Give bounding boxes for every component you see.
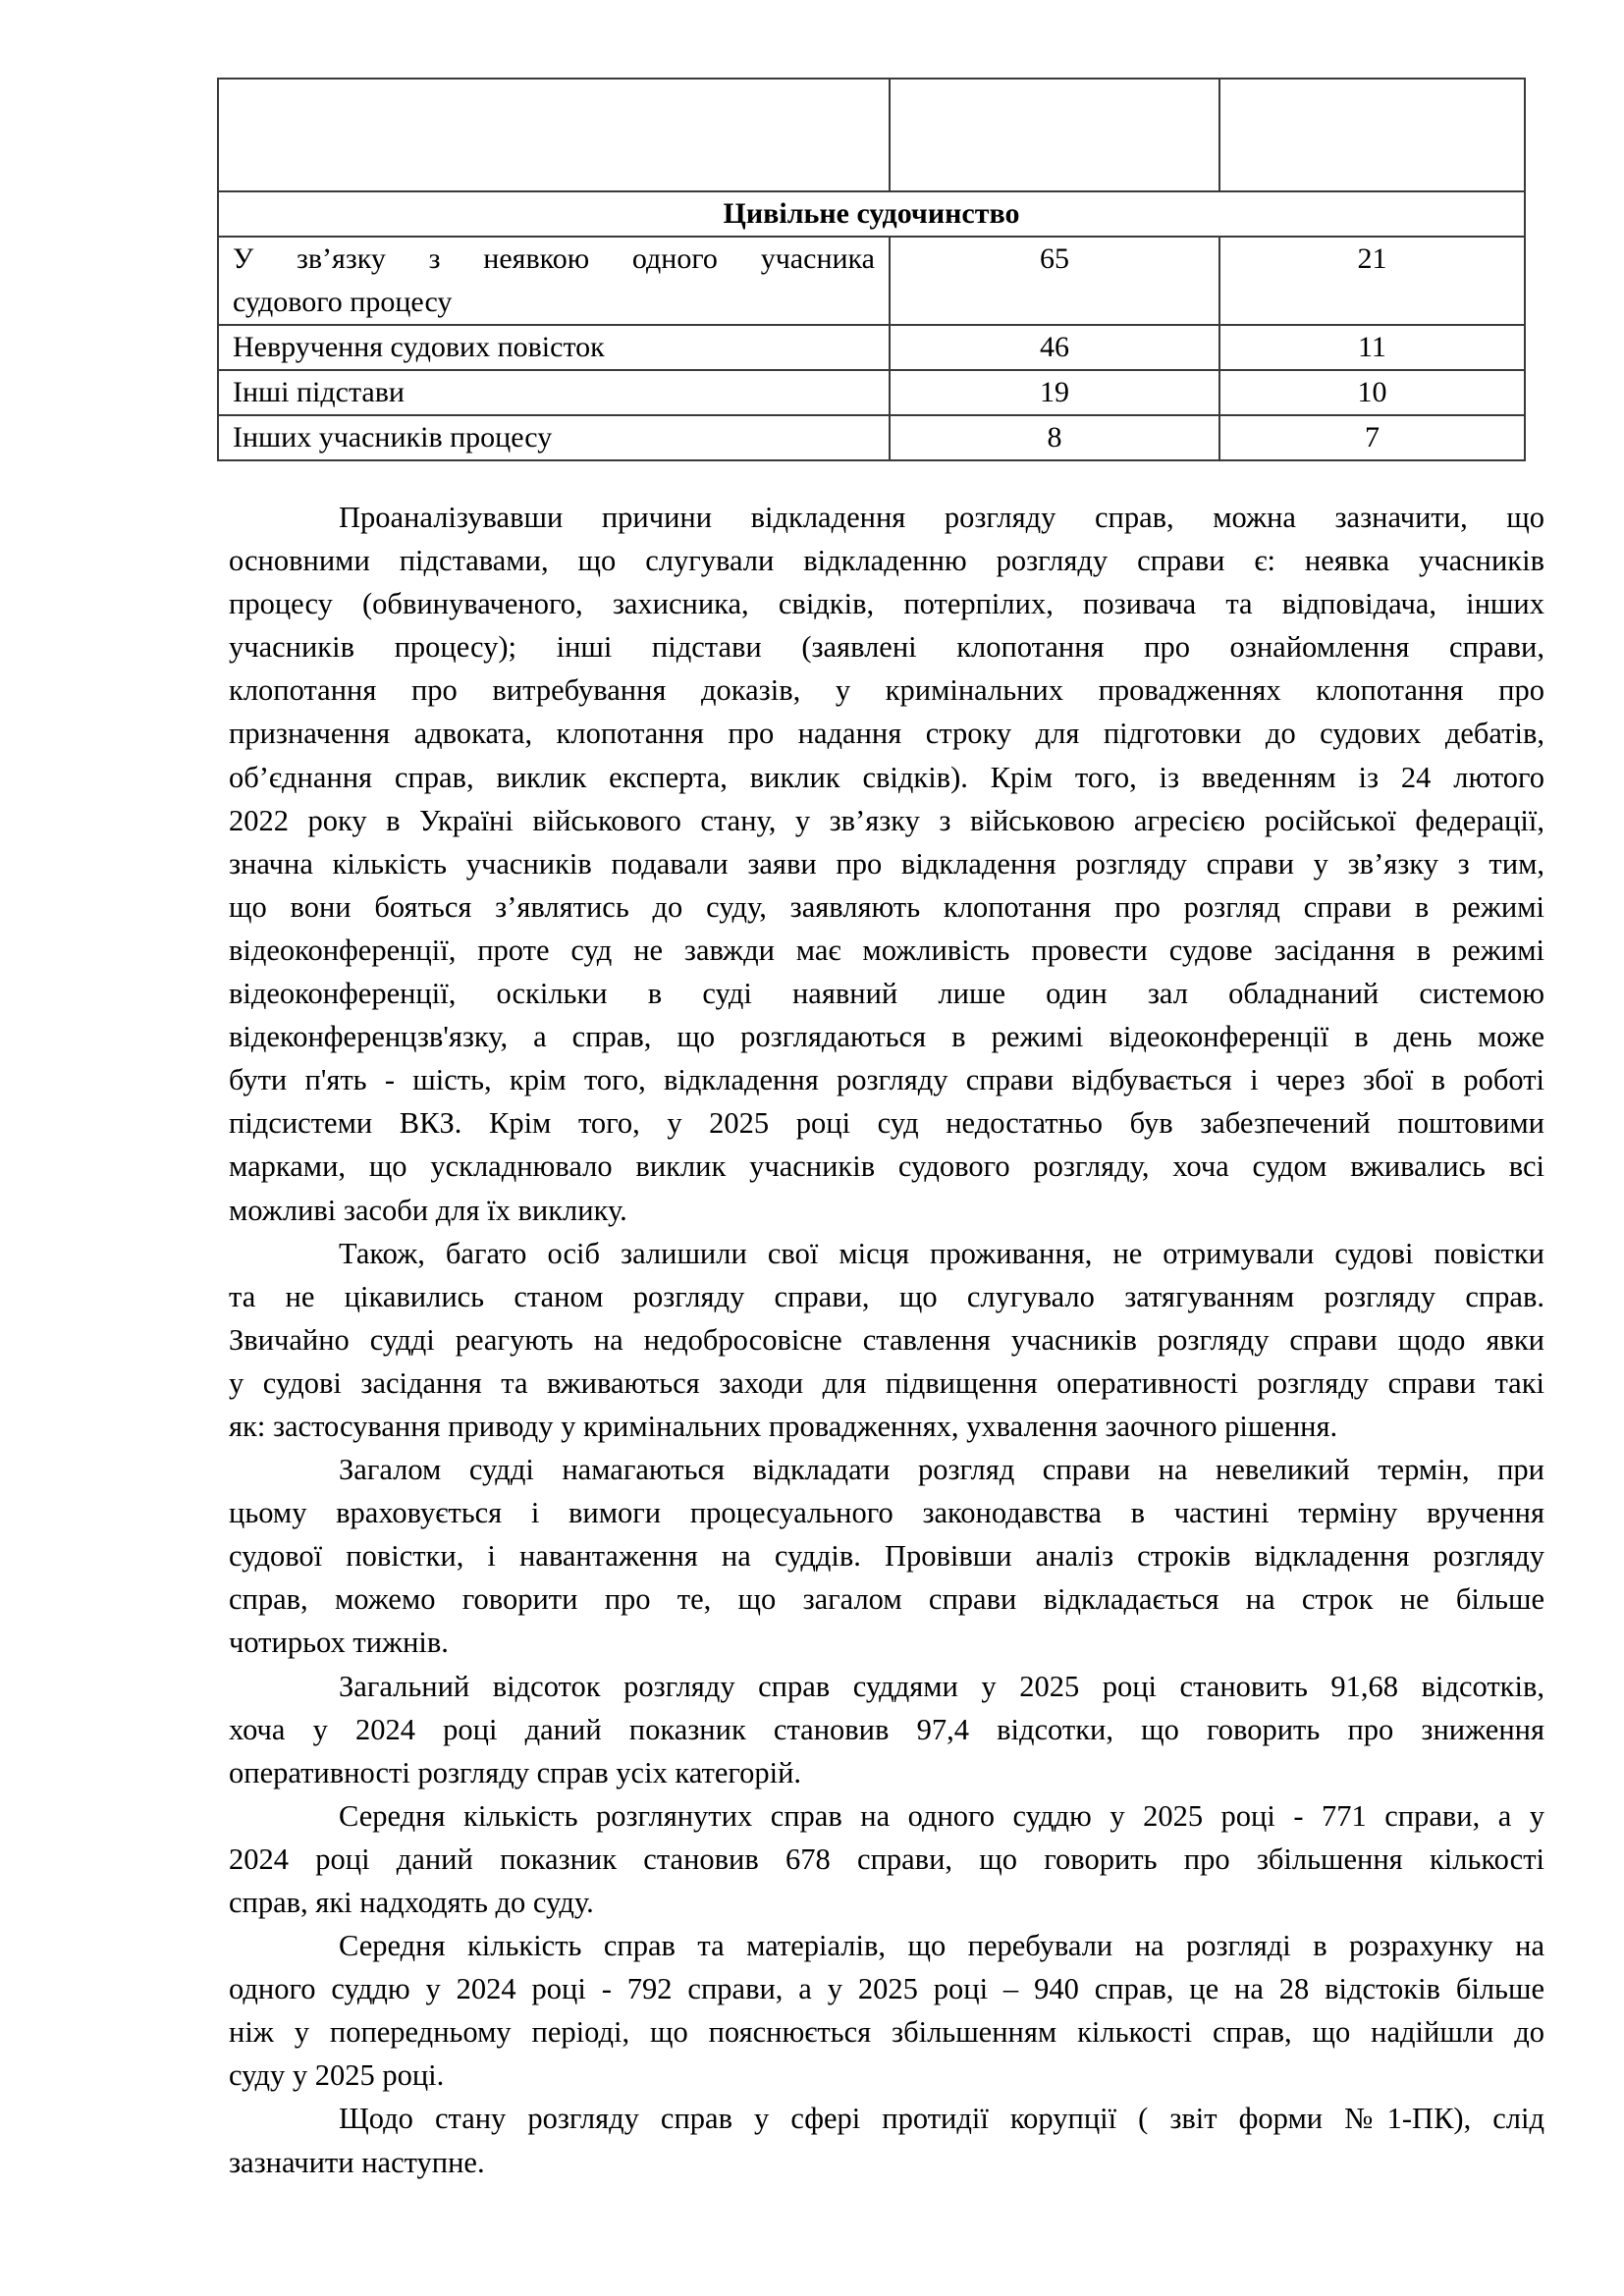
- table-cell-value: 11: [1219, 325, 1525, 370]
- table-row-label: [218, 325, 890, 370]
- table-cell-value: 7: [1219, 415, 1525, 460]
- body-text: [229, 496, 1544, 2184]
- table-cell-value: 46: [890, 325, 1219, 370]
- text-line: справ, які надходять до суду.: [229, 1886, 594, 1919]
- text-line: Щодо стану розгляду справ у сфері протидії корупції ( звіт форми №1-ПК), слід: [339, 2102, 1544, 2136]
- text-line: одного суддю у 2024 році - 792 справи, а у 2025 році – 940 справ, це на 28 відстоків більше: [229, 1972, 1544, 2006]
- text-line: оперативності розгляду справ усіх категорій.: [229, 1755, 802, 1789]
- label-line: У зв’язку з неявкою одного учасника: [233, 242, 875, 275]
- text-line: об’єднання справ, виклик експерта, виклик свідків). Крім того, із введенням із 24 лютого: [229, 760, 1544, 794]
- table-cell-value: 10: [1219, 370, 1525, 415]
- text-line: Проаналізувавши причини відкладення розгляду справ, можна зазначити, що: [339, 501, 1544, 534]
- label-line: судового процесу: [233, 286, 453, 318]
- text-line: у судові засідання та вживаються заходи для підвищення оперативності розгляду справи такі: [229, 1365, 1544, 1400]
- paragraph-adjournment-terms: [229, 1448, 1544, 1664]
- paragraph-anticorruption-intro: [229, 2097, 1544, 2183]
- text-line: основними підставами, що слугували відкладенню розгляду справи є: неявка учасників: [229, 544, 1544, 578]
- table-header-cell: [218, 79, 890, 191]
- text-line: чотирьох тижнів.: [229, 1626, 449, 1660]
- paragraph-participants-absence: [229, 1232, 1544, 1448]
- text-line: Також, багато осіб залишили свої місця проживання, не отримували судові повістки: [339, 1236, 1544, 1270]
- label-line: Інших учасників процесу: [233, 421, 553, 454]
- text-line: Загальний відсоток розгляду справ суддями у 2025 році становить 91,68 відсотків,: [339, 1669, 1544, 1703]
- table-header-row: [218, 79, 1525, 191]
- text-line: справ, можемо говорити про те, що загалом справи відкладається на строк не більше: [229, 1582, 1544, 1617]
- section-title-civil-proceedings: Цивільне судочинство: [218, 191, 1525, 237]
- text-line: учасників процесу); інші підстави (заявлені клопотання про ознайомлення справи,: [229, 630, 1544, 665]
- text-line: Загалом судді намагаються відкладати розгляд справи на невеликий термін, при: [339, 1453, 1544, 1487]
- text-line: 2022 року в Україні військового стану, у зв’язку з військовою агресією російської федерації,: [229, 803, 1544, 837]
- text-line: клопотання про витребування доказів, у кримінальних провадженнях клопотання про: [229, 673, 1544, 708]
- paragraph-percentage-stats: [229, 1665, 1544, 1794]
- text-line: відеоконференції, проте суд не завжди має можливість провести судове засідання в режимі: [229, 933, 1544, 967]
- text-line: ніж у попередньому періоді, що пояснюється збільшенням кількості справ, що надійшли до: [229, 2015, 1544, 2050]
- label-line: Невручення судових повісток: [233, 331, 605, 363]
- table-section-row: [218, 191, 1525, 237]
- table-row: [218, 415, 1525, 460]
- text-line: Звичайно судді реагують на недобросовісне ставлення учасників розгляду справи щодо явки: [229, 1322, 1544, 1357]
- text-line: судової повістки, і навантаження на суддів. Провівши аналіз строків відкладення розгляду: [229, 1539, 1544, 1574]
- table-row: [218, 237, 1525, 325]
- table-header-cell: [1219, 79, 1525, 191]
- table-row: [218, 325, 1525, 370]
- text-line: відеоконференції, оскільки в суді наявний лише один зал обладнаний системою: [229, 977, 1544, 1011]
- text-line: суду у 2025 році.: [229, 2058, 445, 2093]
- text-line: як: застосування приводу у кримінальних провадженнях, ухвалення заочного рішення.: [229, 1409, 1338, 1443]
- text-line: що вони бояться з’являтись до суду, заявляють клопотання про розгляд справи в режимі: [229, 889, 1544, 924]
- text-line: марками, що ускладнювало виклик учасників судового розгляду, хоча судом вживались всі: [229, 1149, 1544, 1184]
- text-line: Середня кількість справ та матеріалів, що перебували на розгляді в розрахунку на: [339, 1929, 1544, 1963]
- table-cell-value: 19: [890, 370, 1219, 415]
- table-row: [218, 370, 1525, 415]
- text-line: значна кількість учасників подавали заяви про відкладення розгляду справи у зв’язку з тим,: [229, 846, 1544, 881]
- paragraph-workload-stats: [229, 1924, 1544, 2097]
- text-line: бути п'ять - шість, крім того, відкладення розгляду справи відбувається і через збої в роботі: [229, 1063, 1544, 1097]
- text-line: можливі засоби для їх виклику.: [229, 1193, 627, 1227]
- text-line: зазначити наступне.: [229, 2145, 485, 2179]
- text-line: 2024 році даний показник становив 678 справи, що говорить про збільшення кількості: [229, 1842, 1544, 1876]
- table-header-cell: [890, 79, 1219, 191]
- table-cell-value: 65: [890, 237, 1219, 325]
- text-line: підсистеми ВКЗ. Крім того, у 2025 році суд недостатньо був забезпечений поштовими: [229, 1106, 1544, 1141]
- table-row-label: [218, 370, 890, 415]
- table-row-label: [218, 415, 890, 460]
- text-line: Середня кількість розглянутих справ на одного суддю у 2025 році - 771 справи, а у: [339, 1798, 1544, 1833]
- text-line: процесу (обвинуваченого, захисника, свідків, потерпілих, позивача та відповідача, інших: [229, 587, 1544, 621]
- text-line: призначення адвоката, клопотання про надання строку для підготовки до судових дебатів,: [229, 717, 1544, 751]
- adjournment-reasons-table: [217, 78, 1526, 461]
- text-line: та не цікавились станом розгляду справи, що слугувало затягуванням розгляду справ.: [229, 1279, 1544, 1313]
- paragraph-cases-per-judge: [229, 1794, 1544, 1924]
- table-cell-value: 8: [890, 415, 1219, 460]
- text-line: хоча у 2024 році даний показник становив 97,4 відсотки, що говорить про зниження: [229, 1712, 1544, 1746]
- table-cell-value: 21: [1219, 237, 1525, 325]
- text-line: відеконференцзв'язку, а справ, що розглядаються в режимі відеоконференції в день може: [229, 1020, 1544, 1054]
- text-line: цьому враховується і вимоги процесуального законодавства в частині терміну вручення: [229, 1496, 1544, 1530]
- table-row-label: [218, 237, 890, 325]
- paragraph-adjournment-reasons: [229, 496, 1544, 1232]
- label-line: Інші підстави: [233, 376, 405, 408]
